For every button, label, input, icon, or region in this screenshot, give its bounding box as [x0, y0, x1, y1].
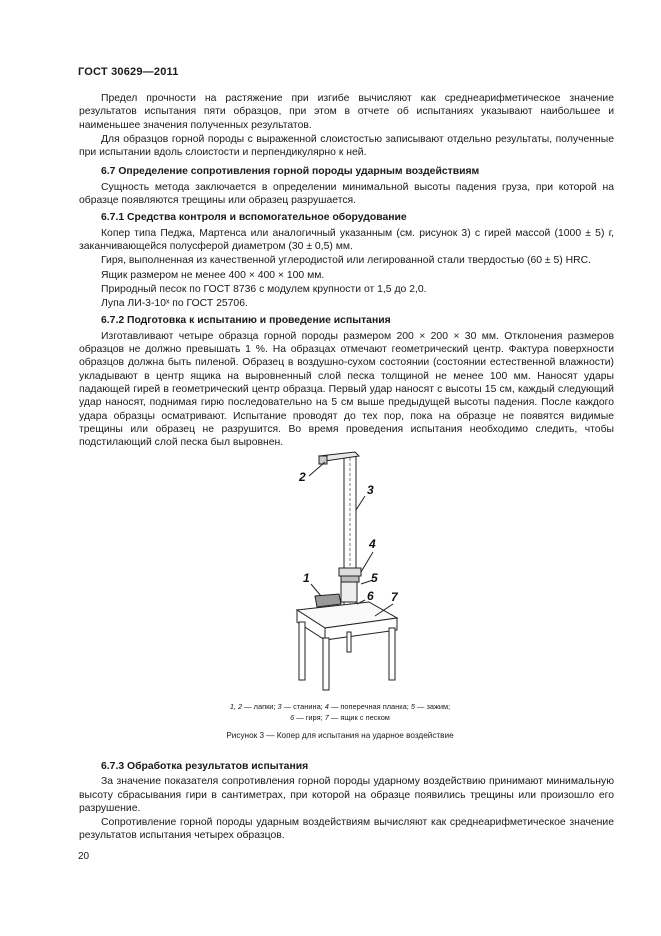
legend-line-2: 6 — гиря; 7 — ящик с песком	[290, 713, 390, 722]
label-6: 6	[367, 589, 374, 603]
label-2: 2	[299, 470, 306, 484]
paragraph: Гиря, выполненная из качественной углеродистой или легированной стали твердостью (60 ± 5) HRC.	[101, 255, 592, 267]
figure-caption: Рисунок 3 — Копер для испытания на ударное воздействие	[226, 731, 454, 740]
legend-line-1: 1, 2 — лапки; 3 — станина; 4 — поперечная планка; 5 — зажим;	[229, 702, 451, 711]
table-leg	[389, 628, 395, 680]
paragraph: За значение показателя сопротивления горной породы ударному воздействию принимают минимальную высоту сбрасывания гири в сантиметрах, при которой на образце появились трещины или произошло его разрушение.	[79, 776, 614, 814]
paragraph: Изготавливают четыре образца горной породы размером 200 × 200 × 30 мм. Отклонения размеров образцов не должно превышать 1 %. На образцах отмечают геометрический центр. Фактура поверхности образцов должна быть пиленой. Образец в воздушно-сухом состоянии (состоянии естественной влажности) укладывают в центр ящика на выровненный слой песка толщиной не менее 100 мм. Наносят удары падающей гирей в геометрический центр образца. Первый удар наносят с высоты 15 см, каждый следующий удар наносят, поднимая гирю последовательно на 5 см выше предыдущей высоты падения. После каждого удара образцы осматривают. Испытание проводят до тех пор, пока на образце не появятся видимые трещины или образец не разрушится. Во время проведения испытания необходимо следить, чтобы подстилающий слой песка был выровнен.	[79, 330, 614, 449]
paragraph: Ящик размером не менее 400 × 400 × 100 мм.	[101, 269, 325, 281]
table-leg	[323, 638, 329, 690]
cross-bar	[339, 568, 361, 576]
section-heading-6-7-1: 6.7.1 Средства контроля и вспомогательное оборудование	[101, 212, 407, 224]
label-4: 4	[369, 537, 376, 551]
label-1: 1	[303, 571, 310, 585]
label-5: 5	[371, 571, 378, 585]
impact-tester-drawing	[269, 444, 429, 696]
section-heading-6-7: 6.7 Определение сопротивления горной породы ударным воздействиям	[101, 166, 480, 178]
paragraph: Лупа ЛИ-3-10ˣ по ГОСТ 25706.	[101, 298, 248, 310]
page-number: 20	[78, 851, 90, 862]
label-3: 3	[367, 483, 374, 497]
weight	[341, 582, 357, 602]
main-text-block	[79, 92, 614, 449]
figure-impact-tester	[269, 444, 429, 696]
paragraph: Природный песок по ГОСТ 8736 с модулем крупности от 1,5 до 2,0.	[101, 283, 427, 295]
figure-legend	[180, 701, 500, 723]
document-header: ГОСТ 30629—2011	[78, 66, 179, 78]
section-heading-6-7-2: 6.7.2 Подготовка к испытанию и проведение испытания	[101, 315, 391, 327]
paragraph: Копер типа Педжа, Мартенса или аналогичный указанным (см. рисунок 3) с гирей массой (1000 ± 5) г, заканчивающейся полусферой диаметром (30 ± 0,5) мм.	[79, 227, 614, 252]
table-leg	[299, 622, 305, 680]
paragraph: Для образцов горной породы с выраженной слоистостью записывают отдельно результаты, полученные при испытании вдоль слоистости и перпендикулярно к ней.	[79, 133, 614, 159]
paragraph: Предел прочности на растяжение при изгибе вычисляют как среднеарифметическое значение результатов испытания пяти образцов, при этом в отчете об испытаниях указывают наибольшее и наименьшее значения полученных результатов.	[79, 93, 614, 131]
label-7: 7	[391, 590, 398, 604]
paragraph: Сопротивление горной породы ударным воздействиям вычисляют как среднеарифметическое значение результатов испытания четырех образцов.	[79, 817, 614, 842]
paragraph: Сущность метода заключается в определении минимальной высоты падения груза, при которой на образце появляются трещины или образец разрушается.	[79, 181, 614, 207]
lower-text-block	[79, 760, 614, 843]
section-heading-6-7-3: 6.7.3 Обработка результатов испытания	[101, 761, 309, 772]
